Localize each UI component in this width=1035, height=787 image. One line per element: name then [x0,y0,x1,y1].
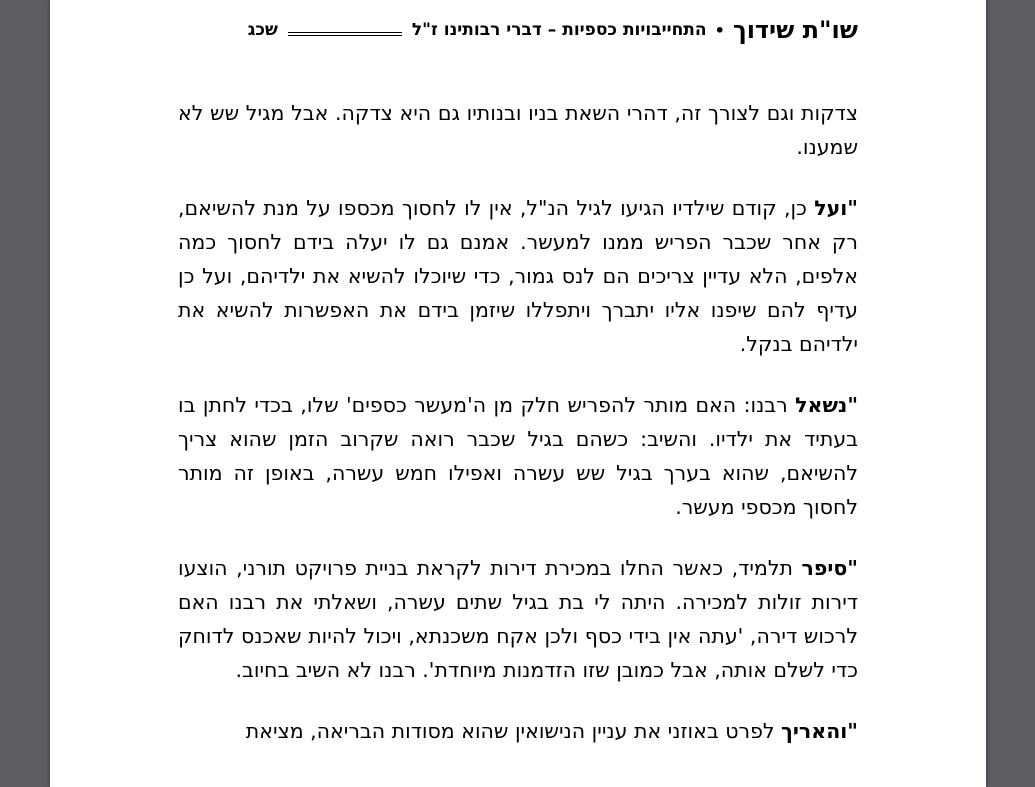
paragraph-lead-word: "והאריך [781,719,858,743]
paragraph [178,714,858,748]
paragraph-lead-word: "סיפר [801,556,858,580]
header-title: שו"ת שידוך [732,16,858,44]
paragraph-text: תלמיד, כאשר החלו במכירת דירות לקראת בניית פרויקט תורני, הוצעו דירות זולות למכירה. היתה לי בת בגיל שתים עשרה, ושאלתי את רבנו האם לרכוש דירה, 'עתה אין בידי כסף ולכן אקח משכנתא, ויכול להיות שאכנס לדוחק כדי לשלם אותה, אבל כמובן שזו הזדמנות מיוחדת'. רבנו לא השיב בחיוב. [178,556,858,682]
document-page [50,0,986,787]
header-bullet: • [714,20,725,40]
paragraph-lead-word: "נשאל [795,393,858,417]
paragraph [178,191,858,361]
header-rule [288,32,402,36]
page-number: שכג [247,20,278,40]
paragraph-lead-word: "ועל [814,196,858,220]
paragraph-text: רבנו: האם מותר להפריש חלק מן ה'מעשר כספים' שלו, בכדי לחתן בו בעתיד את ילדיו. והשיב: כשהם בגיל שכבר רואה שקרוב הזמן שהוא צריך להשיאם, שהוא בערך בגיל שש עשרה ואפילו חמש עשרה, באופן זה מותר לחסוך מכספי מעשר. [178,393,858,519]
paragraph [178,551,858,687]
paragraph [178,96,858,164]
paragraph-text: צדקות וגם לצורך זה, דהרי השאת בניו ובנותיו גם היא צדקה. אבל מגיל שש לא שמענו. [178,101,858,159]
paragraph [178,388,858,524]
paragraph-text: כן, קודם שילדיו הגיעו לגיל הנ"ל, אין לו לחסוך מכספו על מנת להשיאם, רק אחר שכבר הפריש ממנו למעשר. אמנם גם לו יעלה בידם לחסוך כמה אלפים, הלא עדיין צריכים הם לנס גמור, כדי שיוכלו להשיא את ילדיהם, ועל כן עדיף להם שיפנו אליו יתברך ויתפללו שיזמן בידם את האפשרות להשיא את ילדיהם בנקל. [178,196,858,356]
header-subtitle: התחייבויות כספיות – דברי רבותינו ז"ל [411,20,707,40]
running-header [178,16,858,44]
body-text [178,96,858,775]
paragraph-text: לפרט באוזני את עניין הנישואין שהוא מסודות הבריאה, מציאת [245,719,782,743]
